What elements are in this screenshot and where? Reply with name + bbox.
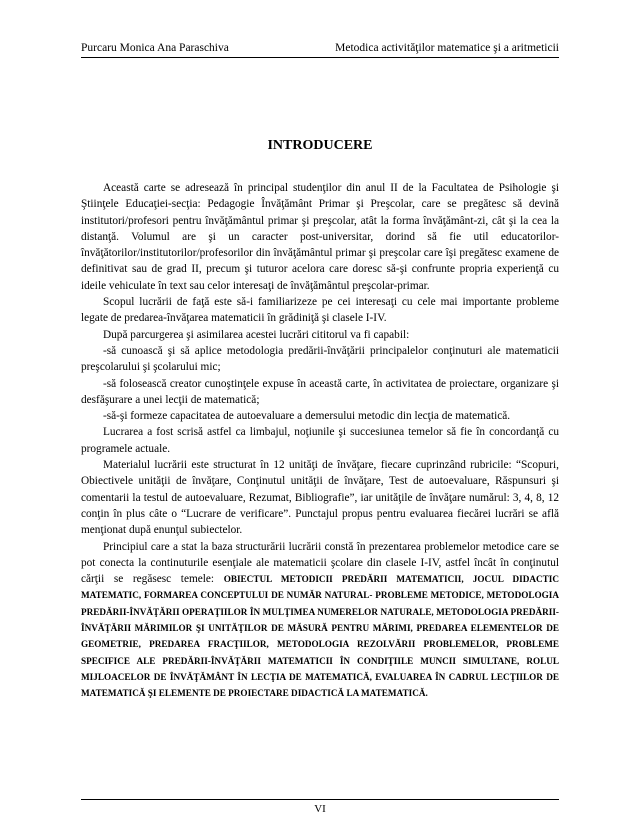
header-book-title: Metodica activităţilor matematice şi a aritmeticii (335, 42, 559, 54)
header-author: Purcaru Monica Ana Paraschiva (81, 42, 229, 54)
page-header (81, 41, 559, 58)
chapter-title: INTRODUCERE (267, 138, 373, 153)
paragraph-purpose: Scopul lucrării de faţă este să-i familiarizeze pe cei interesaţi cu cele mai importante probleme legate de predarea-învăţarea matematicii în grădiniţă şi clasele I-IV. (81, 296, 559, 325)
paragraph-audience: Această carte se adresează în principal studenţilor din anul II de la Facultatea de Psihologie şi Ştiinţele Educaţiei-secţia: Pedagogie Învăţământ Primar şi Preşcolar, care se pregătesc să devină institutori/profesori pentru învăţământul primar şi preşcolar, atât la forma învăţământ-zi, cât şi la cea la distanţă. Volumul are şi un caracter post-universitar, dorind să fie util educatorilor-învăţătorilor/institutorilor/profesorilor din învăţământul primar şi preşcolar care îşi pregătesc examene de definitivat sau de grad II, precum şi tuturor acelora care doresc să-şi confrunte propria experienţă cu ideile vehiculate în text sau celor interesaţi de învăţământul preşcolar-primar. (81, 182, 559, 292)
principle-text: Principiul care a stat la baza structurării lucrării constă în prezentarea problemelor metodice care se pot conecta la continuturile esenţiale ale matematicii şcolare din clasele I-IV, astfel încât în conţinutul cărţii se regăsesc temele: (81, 540, 559, 586)
paragraph-capability-3: -să-şi formeze capacitatea de autoevaluare a demersului metodic din lecţia de matematică. (103, 410, 511, 423)
paragraph-principle (81, 539, 559, 702)
body-text (81, 180, 559, 702)
paragraph-structure: Materialul lucrării este structurat în 12 unităţi de învăţare, fiecare cuprinzând rubricile: “Scopuri, Obiectivele unităţii de învăţare, Conţinutul unităţii de învăţare, Test de autoevaluare, Răspunsuri şi comentarii la testul de autoevaluare, Rezumat, Bibliografie”, iar unităţile de învăţare numărul: 3, 4, 8, 12 conţin în plus câte o “Lucrare de verificare”. Punctajul propus pentru evaluarea fiecărei lucrări se află menţionat după enunţul subiectelor. (81, 459, 559, 537)
paragraph-capability-1: -să cunoască şi să aplice metodologia predării-învăţării principalelor conţinuturi ale matematicii preşcolarului şi şcolarului mic; (81, 344, 559, 374)
page-number: VI (314, 803, 326, 815)
topics-list: OBIECTUL METODICII PREDĂRII MATEMATICII, JOCUL DIDACTIC MATEMATIC, FORMAREA CONCEPTULUI DE NUMĂR NATURAL- PROBLEME METODICE, METODOLOGIA PREDĂRII-ÎNVĂŢĂRII OPERAŢIILOR ÎN MULŢIMEA NUMERELOR NATURALE, METODOLOGIA PREDĂRII-ÎNVĂŢĂRII MĂRIMILOR ŞI UNITĂŢILOR DE MĂSURĂ PENTRU MĂRIMI, PREDAREA ELEMENTELOR DE GEOMETRIE, PREDAREA FRACŢIILOR, METODOLOGIA REZOLVĂRII PROBLEMELOR, PROBLEME SPECIFICE ALE PREDĂRII-ÎNVĂŢĂRII MATEMATICII ÎN CONDIŢIILE MUNCII SIMULTANE, ROLUL MIJLOACELOR DE ÎNVĂŢĂMÂNT ÎN LECŢIA DE MATEMATICĂ, EVALUAREA ÎN CADRUL LECŢIILOR DE MATEMATICĂ ŞI ELEMENTE DE PROIECTARE DIDACTICĂ LA MATEMATICĂ. (81, 574, 559, 699)
footer-rule (81, 799, 559, 800)
paragraph-language: Lucrarea a fost scrisă astfel ca limbajul, noţiunile şi succesiunea temelor să fie în concordanţă cu programele actuale. (81, 426, 559, 455)
paragraph-capabilities-intro: După parcurgerea şi asimilarea acestei lucrări cititorul va fi capabil: (103, 328, 410, 341)
paragraph-capability-2: -să folosească creator cunoştinţele expuse în această carte, în activitatea de proiectare, organizare şi desfăşurare a unei lecţii de matematică; (81, 377, 559, 406)
